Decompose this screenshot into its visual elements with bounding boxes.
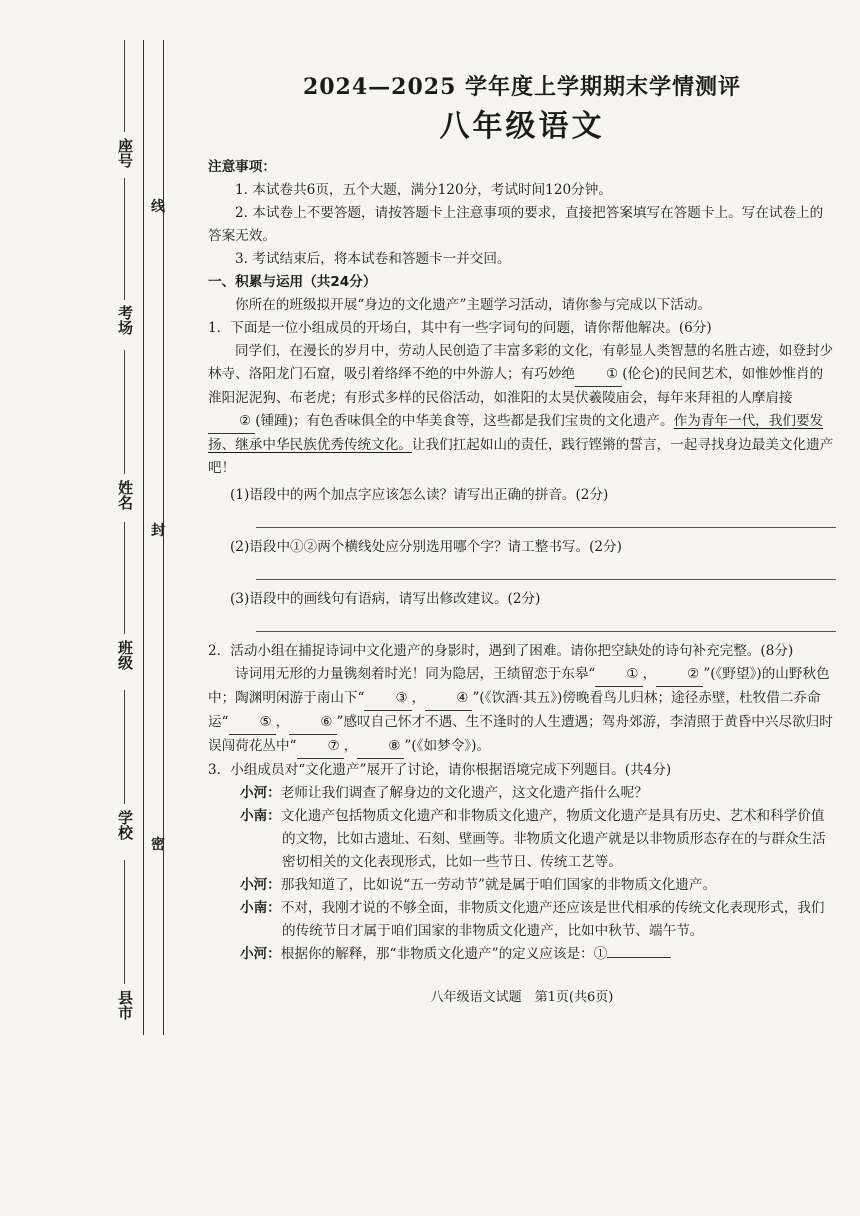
poem-blank-5: ⑤ — [229, 711, 276, 735]
seal-mi: 密 — [151, 837, 165, 853]
dialog-text: 不对，我刚才说的不够全面，非物质文化遗产还应该是世代相承的传统文化表现形式，我们的传统节日才属于咱们国家的非物质文化遗产，比如中秋节、端午节。 — [280, 900, 825, 939]
seat-number-label: 座号 — [116, 138, 134, 168]
notice-item: 1. 本试卷共6页，五个大题，满分120分，考试时间120分钟。 — [235, 182, 612, 198]
exam-room-line[interactable] — [124, 178, 125, 300]
exam-title: 2024—2025 学年度上学期期末学情测评 — [302, 74, 742, 100]
class-label: 班级 — [116, 640, 134, 670]
section-intro: 你所在的班级拟开展“身边的文化遗产”主题学习活动，请你参与完成以下活动。 — [235, 297, 712, 313]
speaker: 小南： — [240, 808, 281, 824]
question-1-passage — [208, 340, 836, 480]
dialog-line — [208, 805, 836, 874]
question-2-passage: 诗词用无形的力量镌刻着时光！同为隐居，王绩留恋于东皋“ ① ， ② ”(《野望》)的山野秋色中；陶渊明闲游于南山下“ ③ ， ④ ”(《饮酒·其五》)傍晚看鸟儿归林；途径赤壁，杜牧借二乔命运“ ⑤ ， ⑥ ”感叹自己怀才不遇、生不逢时的人生遭遇；驾舟郊游，李清照于黄昏中兴尽欲归时误闯荷花丛中“ ⑦ ， ⑧ ”(《如梦令》)。 — [208, 663, 836, 759]
dialog-line — [208, 782, 836, 805]
dialog-text: 那我知道了，比如说“五一劳动节”就是属于咱们国家的非物质文化遗产。 — [280, 877, 717, 893]
binding-line-outer — [143, 40, 144, 1035]
question-2-stem: 2．活动小组在捕捉诗词中文化遗产的身影时，遇到了困难。请你把空缺处的诗句补充完整。(8分) — [208, 643, 794, 659]
page-footer: 八年级语文试题 第1页(共6页) — [430, 990, 614, 1005]
passage-text: (伦仑)的民间艺术，如惟妙惟肖的淮阳泥泥狗、布老虎；有形式多样的民俗活动，如淮阳的太昊伏羲陵庙会，每年来拜祖的人摩肩接 — [208, 366, 824, 406]
notice-heading: 注意事项： — [208, 159, 276, 175]
name-label: 姓名 — [116, 480, 134, 510]
school-label: 学校 — [116, 810, 134, 840]
exam-subject: 八年级语文 — [439, 109, 605, 144]
passage-text: 同学们，在漫长的岁月中，劳动人民创造了丰富多彩的文化，有彰显人类智慧的名胜古迹，如登封少林寺、洛阳龙门石窟，吸引着络绎不绝的中外游人；有巧妙绝 — [208, 343, 834, 382]
poem-blank-6: ⑥ — [289, 711, 336, 735]
county-label: 县市 — [116, 990, 134, 1020]
passage-text: 让我们扛起如山的责任，践行铿锵的誓言，一起寻找身边最美文化遗产吧！ — [208, 437, 834, 476]
speaker: 小南： — [240, 900, 281, 916]
notice-item: 2. 本试卷上不要答题，请按答题卡上注意事项的要求，直接把答案填写在答题卡上。写在试卷上的答案无效。 — [208, 205, 824, 244]
speaker: 小河： — [240, 785, 281, 801]
blank-2: ② — [208, 410, 255, 434]
class-line[interactable] — [124, 522, 125, 634]
passage-text: (锺踵)；有色香味俱全的中华美食等，这些都是我们宝贵的文化遗产。 — [255, 413, 674, 429]
underlined-sentence: 作为青年一代，我们要发扬、继承中华民族优秀传统文化。 — [208, 413, 824, 453]
seal-xian: 线 — [151, 199, 165, 215]
binding-margin — [0, 0, 180, 1216]
dialog-text: 老师让我们调查了解身边的文化遗产，这文化遗产指什么呢？ — [280, 785, 648, 801]
question-1-sub-1: (1)语段中的两个加点字应该怎么读？请写出正确的拼音。(2分) — [230, 487, 609, 503]
question-1-sub-2: (2)语段中①②两个横线处应分别选用哪个字？请工整书写。(2分) — [230, 539, 622, 555]
dialog-line — [208, 874, 836, 897]
question-3-stem: 3．小组成员对“文化遗产”展开了讨论，请你根据语境完成下列题目。(共4分) — [208, 762, 672, 778]
notice-item: 3. 考试结束后，将本试卷和答题卡一并交回。 — [235, 251, 511, 267]
county-line[interactable] — [124, 860, 125, 984]
speaker: 小河： — [240, 946, 281, 962]
poem-blank-4: ④ — [425, 687, 472, 711]
poem-blank-1: ① — [595, 663, 642, 687]
definition-blank[interactable] — [607, 957, 671, 958]
dialog-text: 文化遗产包括物质文化遗产和非物质文化遗产，物质文化遗产是具有历史、艺术和科学价值的文物，比如古遗址、石刻、壁画等。非物质文化遗产就是以非物质形态存在的与群众生活密切相关的文化表现形式，比如一些节日、传统工艺等。 — [280, 808, 826, 870]
poem-blank-7: ⑦ — [297, 735, 344, 759]
poem-text: ”(《饮酒·其五》)傍晚看鸟儿归林；途径赤壁，杜牧借二乔命运“ — [208, 690, 821, 730]
question-1-stem: 1．下面是一位小组成员的开场白，其中有一些字词句的问题，请你帮他解决。(6分) — [208, 320, 712, 336]
answer-line[interactable] — [256, 621, 836, 632]
dialog-line — [208, 897, 836, 943]
seat-number-line[interactable] — [124, 40, 125, 132]
dialog — [208, 782, 836, 966]
seal-feng: 封 — [151, 523, 165, 539]
dialog-text: 根据你的解释，那“非物质文化遗产”的定义应该是：① — [280, 946, 608, 962]
poem-text: ”(《野望》)的山野秋色中；陶渊明闲游于南山下“ — [208, 666, 830, 706]
question-1-sub-3: (3)语段中的画线句有语病，请写出修改建议。(2分) — [230, 591, 541, 607]
poem-text: ”(《如梦令》)。 — [404, 738, 491, 754]
exam-room-label: 考场 — [116, 305, 134, 335]
dialog-line — [208, 943, 836, 966]
poem-blank-2: ② — [656, 663, 703, 687]
poem-text: 诗词用无形的力量镌刻着时光！同为隐居，王绩留恋于东皋“ — [235, 666, 596, 682]
speaker: 小河： — [240, 877, 281, 893]
name-line[interactable] — [124, 350, 125, 474]
poem-text: ”感叹自己怀才不遇、生不逢时的人生遭遇；驾舟郊游，李清照于黄昏中兴尽欲归时误闯荷花丛中“ — [208, 714, 833, 754]
poem-blank-3: ③ — [364, 687, 411, 711]
section-heading: 一、积累与运用（共24分） — [208, 274, 377, 290]
school-line[interactable] — [124, 690, 125, 804]
answer-line[interactable] — [256, 517, 836, 528]
blank-1: ① — [575, 363, 622, 387]
exam-paper — [208, 70, 836, 966]
poem-blank-8: ⑧ — [357, 735, 404, 759]
answer-line[interactable] — [256, 569, 836, 580]
